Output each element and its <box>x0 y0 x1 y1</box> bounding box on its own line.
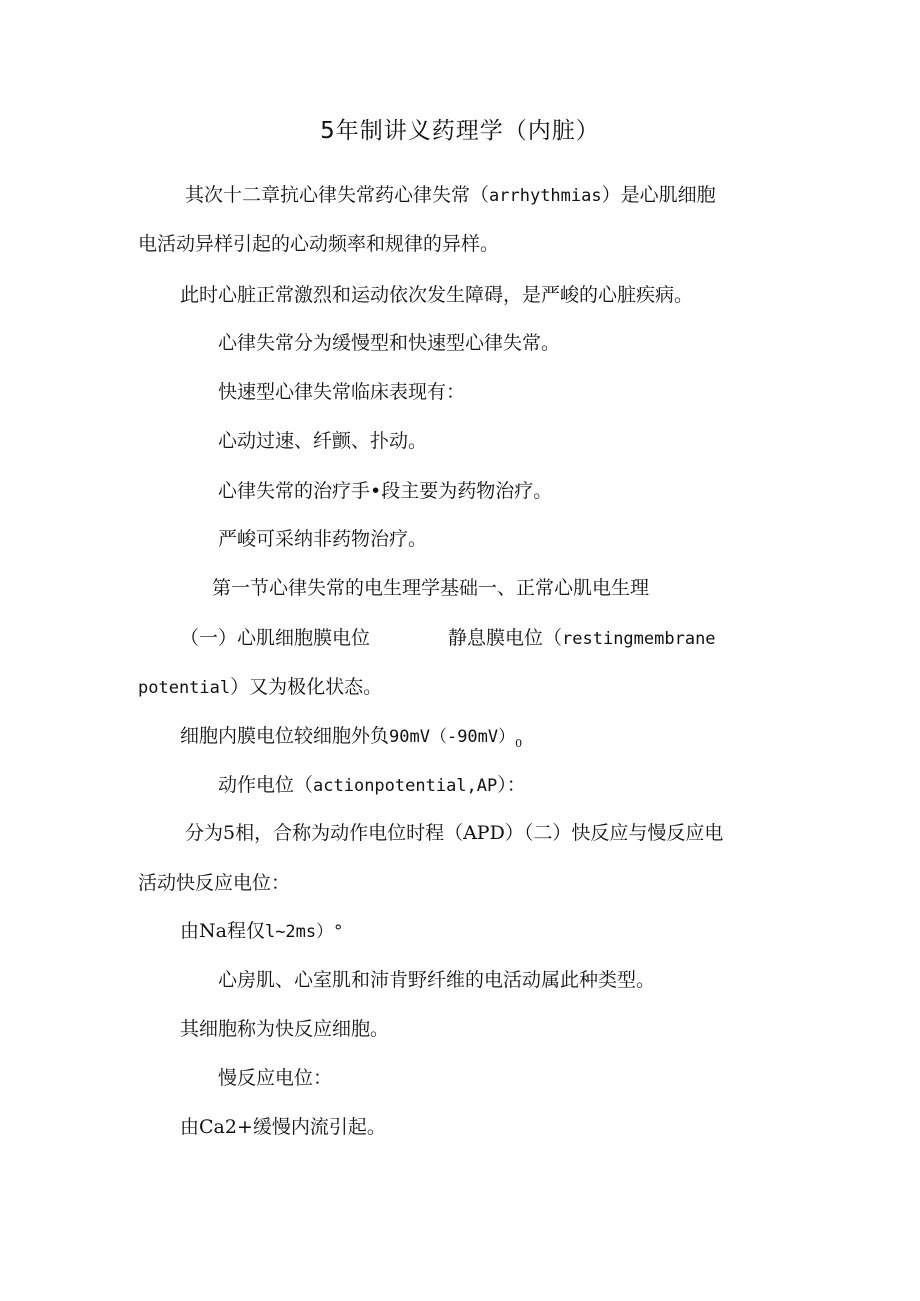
paragraph-line: 其细胞称为快反应细胞。 <box>180 1018 390 1040</box>
text-segment: ）又为极化状态。 <box>230 676 383 698</box>
text-segment: l~2ms）° <box>264 922 344 942</box>
text-segment: arrhythmias <box>489 186 602 206</box>
text-segment: 细胞内膜电位较细胞外负 <box>180 725 390 747</box>
paragraph-line: 心动过速、纤颤、扑动。 <box>218 430 428 452</box>
text-segment: 90mV（-90mV） <box>389 727 516 747</box>
paragraph-line: 此时心脏正常激烈和运动依次发生障碍，是严峻的心脏疾病。 <box>180 284 694 306</box>
text-segment: ）是心肌细胞 <box>601 184 716 206</box>
section-heading-line: 第一节心律失常的电生理学基础一、正常心肌电生理 <box>212 577 650 599</box>
paragraph-line: 分为5相，合称为动作电位时程（APD）（二）快反应与慢反应电 <box>185 822 724 844</box>
paragraph-line: 心房肌、心室肌和沛肯野纤维的电活动属此种类型。 <box>218 969 656 991</box>
text-segment: actionpotential,AP <box>313 776 498 796</box>
paragraph-line: （一）心肌细胞膜电位 <box>180 627 371 649</box>
text-segment: 动作电位（ <box>218 774 314 796</box>
paragraph-line <box>180 724 522 756</box>
text-segment: 由Na程仅 <box>180 920 265 942</box>
paragraph-line: 由Ca2+缓慢内流引起。 <box>180 1116 386 1138</box>
paragraph-line: 慢反应电位： <box>218 1067 333 1089</box>
paragraph-line: 严峻可采纳非药物治疗。 <box>218 528 428 550</box>
text-segment: ）： <box>497 774 526 796</box>
paragraph-line: 心律失常的治疗手•段主要为药物治疗。 <box>218 480 553 502</box>
text-segment: restingmembrane <box>562 629 716 649</box>
paragraph-line <box>218 773 526 798</box>
text-segment: 0 <box>515 737 523 750</box>
paragraph-line: 活动快反应电位： <box>138 872 291 894</box>
paragraph-line <box>448 626 716 651</box>
paragraph-line: 快速型心律失常临床表现有： <box>218 381 466 403</box>
paragraph-line: 心律失常分为缓慢型和快速型心律失常。 <box>218 332 561 354</box>
paragraph-line <box>180 919 343 944</box>
text-segment: 静息膜电位（ <box>448 627 563 649</box>
text-segment: potential <box>138 678 231 698</box>
paragraph-line <box>138 675 382 700</box>
document-title: 5年制讲义药理学（内脏） <box>320 118 600 144</box>
paragraph-line <box>185 183 716 208</box>
paragraph-line: 电活动异样引起的心动频率和规律的异样。 <box>138 233 500 255</box>
text-segment: 其次十二章抗心律失常药心律失常（ <box>185 184 490 206</box>
